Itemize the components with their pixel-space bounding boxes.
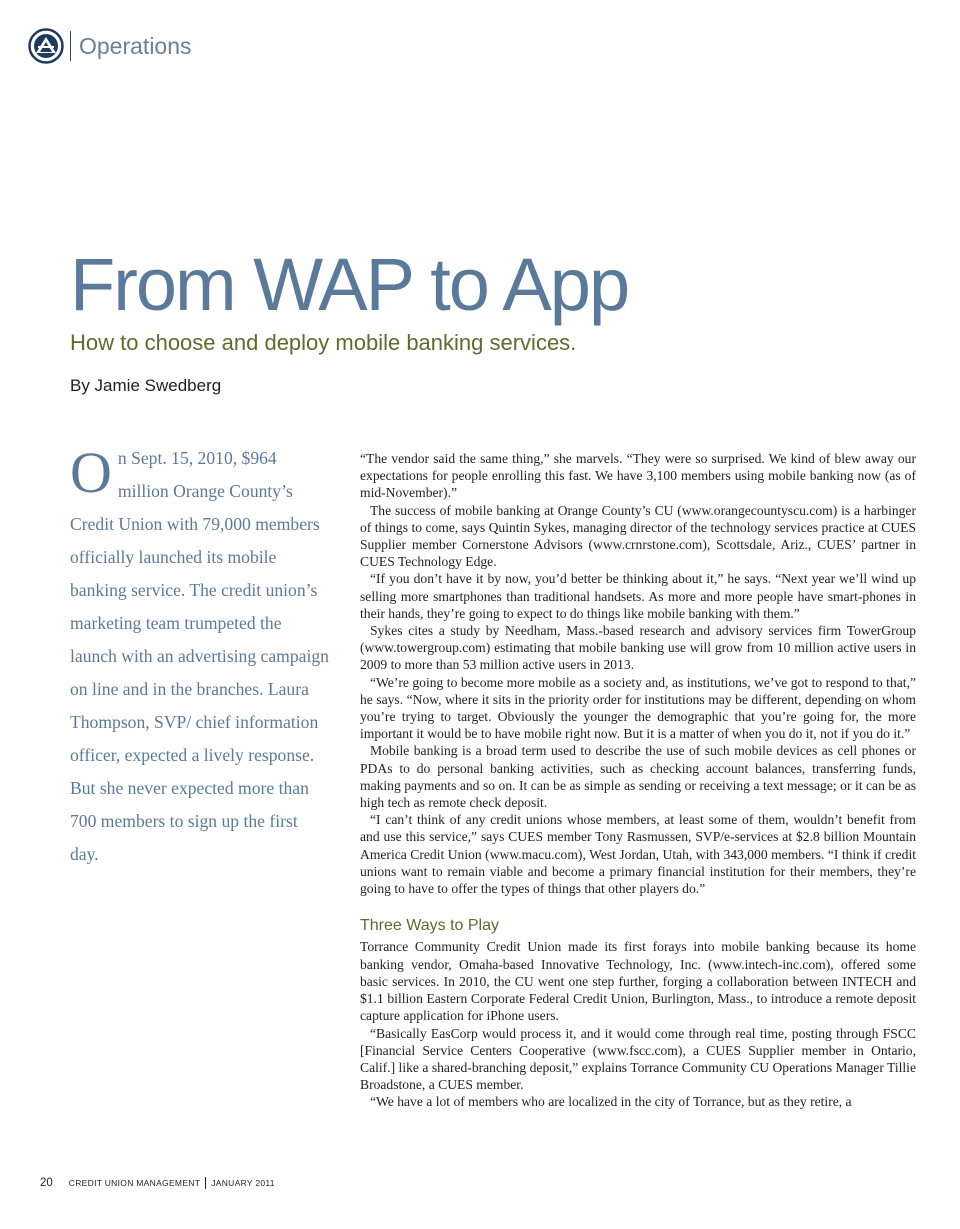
cues-logo-icon [28, 28, 64, 64]
page-footer [40, 1177, 275, 1189]
section-label: Operations [79, 32, 192, 59]
body-paragraph: “The vendor said the same thing,” she marvels. “They were so surprised. We kind of blew away our expectations for people enrolling this fast. We have 3,100 members using mobile banking now (as of mid-November).” [360, 451, 916, 501]
article-body [360, 450, 916, 1111]
body-paragraph: “We’re going to become more mobile as a society and, as institutions, we’ve got to respond to that,” he says. “Now, where it sits in the priority order for institutions may be different, depending on whom you’re trying to target. Obviously the younger the demographic that you’re going for, the more important it would be to have mobile right now. But it is a matter of when you do it, not if you do it.” [360, 674, 916, 742]
body-paragraph: “I can’t think of any credit unions whose members, at least some of them, wouldn’t benefit from and use this service,” says CUES member Tony Rasmussen, SVP/e-services at $2.8 billion Mountain America Credit Union (www.macu.com), West Jordan, Utah, with 343,000 members. “I think if credit unions want to remain viable and become a primary financial institution for their members, they’re going to have to offer the types of things that other players do.” [360, 812, 916, 897]
body-paragraph: Mobile banking is a broad term used to describe the use of such mobile devices as cell phones or PDAs to do personal banking activities, such as checking account balances, transferring funds, making payments and so on. It can be as simple as sending or receiving a text message; or it can be as high tech as remote check deposit. [360, 743, 916, 811]
body-paragraph: Torrance Community Credit Union made its first forays into mobile banking because its home banking vendor, Omaha-based Innovative Technology, Inc. (www.intech-inc.com), offered some basic services. In 2010, the CU went one step further, forging a collaboration between INTECH and $1.1 billion Eastern Corporate Federal Credit Union, Burlington, Mass., to introduce a remote deposit capture application for iPhone users. [360, 939, 916, 1024]
byline: By Jamie Swedberg [70, 376, 222, 395]
body-paragraph: “If you don’t have it by now, you’d better be thinking about it,” he says. “Next year we’ll wind up selling more smartphones than traditional handsets. As more and more people have smart-phones in their hands, they’re going to expect to do things like mobile banking with them.” [360, 571, 916, 621]
header-divider [70, 31, 71, 61]
drop-cap: O [70, 440, 112, 505]
publication-name: CREDIT UNION MANAGEMENT [68, 1178, 201, 1188]
body-paragraph: The success of mobile banking at Orange County’s CU (www.orangecountyscu.com) is a harbinger of things to come, says Quintin Sykes, managing director of the technology services practice at CUES Supplier member Cornerstone Advisors (www.crnrstone.com), Scottsdale, Ariz., CUES’ partner in CUES Technology Edge. [360, 502, 916, 570]
article-title: From WAP to App [70, 243, 629, 326]
section-heading: Three Ways to Play [360, 917, 500, 935]
footer-divider [205, 1177, 206, 1189]
page-number: 20 [40, 1177, 53, 1189]
lead-paragraph [70, 442, 330, 871]
body-paragraph: Sykes cites a study by Needham, Mass.-based research and advisory services firm TowerGroup (www.towergroup.com) estimating that mobile banking use will grow from 10 million active users in 2009 to more than 53 million active users in 2013. [360, 623, 916, 673]
lead-text: n Sept. 15, 2010, $964 million Orange County’s Credit Union with 79,000 members officially launched its mobile banking service. The credit union’s marketing team trumpeted the launch with an advertising campaign on line and in the branches. Laura Thompson, SVP/ chief information officer, expected a lively response. But she never expected more than 700 members to sign up the first day. [70, 448, 329, 864]
article-subtitle: How to choose and deploy mobile banking services. [70, 330, 577, 355]
page-header [28, 26, 192, 66]
issue-date: JANUARY 2011 [211, 1178, 275, 1188]
body-paragraph: “We have a lot of members who are localized in the city of Torrance, but as they retire, a [370, 1094, 852, 1110]
body-paragraph: “Basically EasCorp would process it, and it would come through real time, posting through FSCC [Financial Service Centers Cooperative (www.fscc.com), a CUES Supplier member in Ontario, Calif.] like a shared-branching deposit,” explains Torrance Community CU Operations Manager Tillie Broadstone, a CUES member. [360, 1025, 916, 1093]
